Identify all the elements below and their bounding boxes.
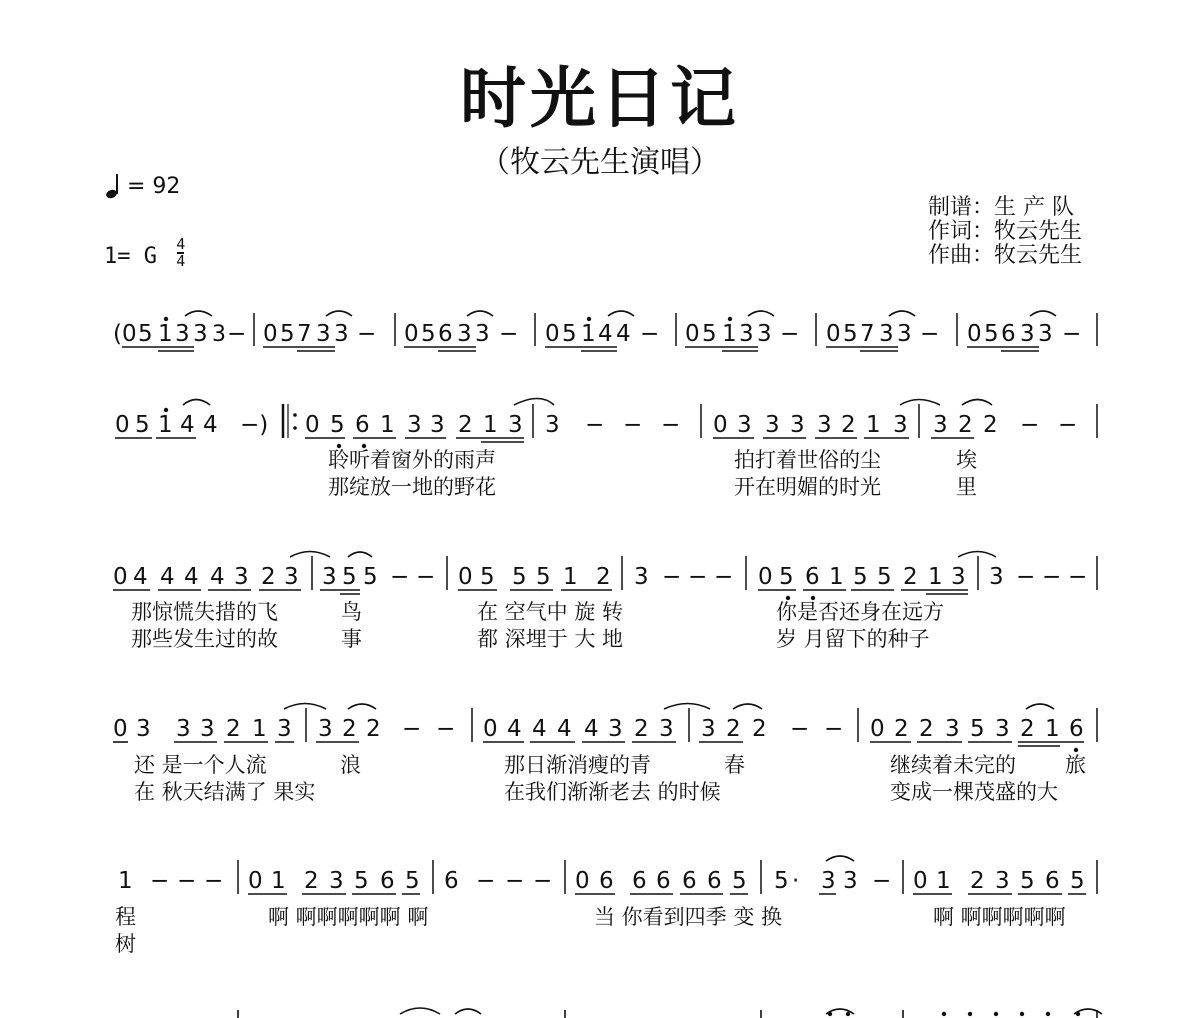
song-title: 时光日记 <box>460 60 740 137</box>
svg-text:3: 3 <box>234 564 249 590</box>
svg-text:1: 1 <box>722 321 737 347</box>
svg-text:1: 1 <box>118 868 133 894</box>
svg-text:−: − <box>476 868 496 894</box>
svg-text:6: 6 <box>805 564 820 590</box>
svg-text:4: 4 <box>210 564 225 590</box>
svg-text:6: 6 <box>682 868 697 894</box>
svg-text:5: 5 <box>354 868 369 894</box>
svg-text:2: 2 <box>366 716 381 742</box>
svg-text:5: 5 <box>1020 868 1035 894</box>
svg-text:3: 3 <box>765 412 780 438</box>
svg-text:聆听着窗外的雨声: 聆听着窗外的雨声 <box>328 448 496 472</box>
svg-text:0: 0 <box>113 564 128 590</box>
svg-text:5: 5 <box>536 564 551 590</box>
svg-text:3: 3 <box>634 564 649 590</box>
svg-text:6: 6 <box>438 321 453 347</box>
svg-text:1: 1 <box>936 868 951 894</box>
svg-text:2: 2 <box>726 716 741 742</box>
svg-text:1: 1 <box>1045 716 1060 742</box>
svg-text:1: 1 <box>271 868 286 894</box>
svg-text:鸟: 鸟 <box>341 600 362 624</box>
svg-text:3: 3 <box>843 868 858 894</box>
svg-text:浪: 浪 <box>340 753 361 777</box>
svg-text:5: 5 <box>562 321 577 347</box>
system-6-partial <box>238 1008 1102 1018</box>
svg-text:1: 1 <box>581 321 596 347</box>
svg-text:6: 6 <box>444 868 459 894</box>
svg-text:3: 3 <box>1038 321 1053 347</box>
svg-text:5: 5 <box>1070 868 1085 894</box>
svg-text:5: 5 <box>363 564 378 590</box>
svg-text:−: − <box>640 321 660 347</box>
svg-text:2: 2 <box>958 412 973 438</box>
svg-text:3: 3 <box>407 412 422 438</box>
svg-text:当 你看到四季 变 换: 当 你看到四季 变 换 <box>594 905 783 929</box>
svg-text:2: 2 <box>752 716 767 742</box>
svg-text:−: − <box>824 716 844 742</box>
svg-text:−: − <box>177 868 197 894</box>
svg-text:−: − <box>227 321 247 347</box>
svg-text:埃: 埃 <box>956 448 977 472</box>
svg-text:2: 2 <box>634 716 649 742</box>
svg-text:2: 2 <box>894 716 909 742</box>
svg-text:2: 2 <box>919 716 934 742</box>
svg-text:5: 5 <box>138 321 153 347</box>
svg-text:3: 3 <box>995 716 1010 742</box>
svg-text:6: 6 <box>599 868 614 894</box>
svg-text:5: 5 <box>512 564 527 590</box>
system-2 <box>115 404 1097 448</box>
svg-text:1: 1 <box>563 564 578 590</box>
credit-arranger: 制谱：生 产 队 <box>928 195 1074 220</box>
svg-text:2: 2 <box>261 564 276 590</box>
svg-text:4: 4 <box>203 412 218 438</box>
svg-text:−: − <box>499 321 519 347</box>
svg-text:3: 3 <box>933 412 948 438</box>
svg-text:3: 3 <box>316 321 331 347</box>
system-5-lyrics <box>115 905 1066 956</box>
svg-text:0: 0 <box>826 321 841 347</box>
svg-text:5: 5 <box>779 564 794 590</box>
svg-text:2: 2 <box>342 716 357 742</box>
svg-text:−: − <box>1020 412 1040 438</box>
svg-text:6: 6 <box>355 412 370 438</box>
svg-text:0: 0 <box>404 321 419 347</box>
svg-text:6: 6 <box>1045 868 1060 894</box>
svg-text:3: 3 <box>790 412 805 438</box>
svg-text:5: 5 <box>405 868 420 894</box>
system-6-dots <box>828 1012 1080 1016</box>
svg-text:4: 4 <box>507 716 522 742</box>
svg-text:−: − <box>533 868 553 894</box>
svg-text:3: 3 <box>457 321 472 347</box>
svg-text:7: 7 <box>297 321 312 347</box>
svg-text:3: 3 <box>277 716 292 742</box>
svg-text:−: − <box>505 868 525 894</box>
svg-text:5: 5 <box>853 564 868 590</box>
svg-text:1: 1 <box>928 564 943 590</box>
svg-text:−: − <box>1016 564 1036 590</box>
svg-text:3: 3 <box>508 412 523 438</box>
svg-text:在 秋天结满了 果实: 在 秋天结满了 果实 <box>134 780 316 804</box>
time-signature-beats: 4 <box>176 235 186 253</box>
system-5 <box>118 860 1097 894</box>
svg-text:3: 3 <box>175 321 190 347</box>
svg-text:6: 6 <box>1069 716 1084 742</box>
svg-text:5: 5 <box>702 321 717 347</box>
svg-text:4: 4 <box>180 412 195 438</box>
time-signature-unit: 4 <box>176 252 186 270</box>
svg-text:−: − <box>688 564 708 590</box>
svg-text:0: 0 <box>967 321 982 347</box>
svg-text:你是否还身在远方: 你是否还身在远方 <box>776 600 944 624</box>
svg-text:0: 0 <box>575 868 590 894</box>
svg-text:5: 5 <box>877 564 892 590</box>
svg-text:6: 6 <box>632 868 647 894</box>
svg-text:旅: 旅 <box>1065 753 1086 777</box>
svg-text:3: 3 <box>545 412 560 438</box>
svg-text:那惊慌失措的飞: 那惊慌失措的飞 <box>131 600 278 624</box>
svg-text:4: 4 <box>616 321 631 347</box>
svg-text:都 深埋于 大 地: 都 深埋于 大 地 <box>477 627 624 651</box>
svg-text:4: 4 <box>133 564 148 590</box>
svg-text:5: 5 <box>342 564 357 590</box>
svg-text:事: 事 <box>341 627 362 651</box>
svg-text:4: 4 <box>584 716 599 742</box>
svg-text:3: 3 <box>136 716 151 742</box>
svg-text:−: − <box>780 321 800 347</box>
svg-text:−: − <box>1068 564 1088 590</box>
system-4-lyrics <box>134 753 1086 804</box>
svg-text:1: 1 <box>483 412 498 438</box>
credit-lyricist: 作词：牧云先生 <box>928 219 1083 244</box>
svg-text:6: 6 <box>1001 321 1016 347</box>
credit-composer: 作曲：牧云先生 <box>928 243 1083 268</box>
svg-text:−: − <box>920 321 940 347</box>
svg-text:5: 5 <box>330 412 345 438</box>
svg-text:4: 4 <box>184 564 199 590</box>
svg-text:3: 3 <box>608 716 623 742</box>
svg-text:3: 3 <box>757 321 772 347</box>
svg-text:3: 3 <box>176 716 191 742</box>
svg-text:2: 2 <box>983 412 998 438</box>
measure <box>122 321 246 347</box>
svg-text:−: − <box>1042 564 1062 590</box>
open-paren: ( <box>113 321 122 347</box>
svg-text:·: · <box>792 868 800 894</box>
svg-text:3: 3 <box>897 321 912 347</box>
svg-text:3: 3 <box>318 716 333 742</box>
svg-text:−: − <box>416 564 436 590</box>
svg-text:2: 2 <box>596 564 611 590</box>
svg-text:−: − <box>623 412 643 438</box>
svg-text:5: 5 <box>732 868 747 894</box>
svg-text:开在明媚的时光: 开在明媚的时光 <box>734 475 881 499</box>
svg-text:4: 4 <box>160 564 175 590</box>
system-3-lyrics <box>131 600 944 651</box>
svg-text:6: 6 <box>656 868 671 894</box>
svg-text:0: 0 <box>713 412 728 438</box>
svg-text:5: 5 <box>774 868 789 894</box>
svg-text:3: 3 <box>1020 321 1035 347</box>
svg-text:3: 3 <box>737 412 752 438</box>
svg-text:−: − <box>357 321 377 347</box>
svg-text:2: 2 <box>304 868 319 894</box>
svg-text:1: 1 <box>158 321 173 347</box>
svg-text:−: − <box>790 716 810 742</box>
svg-text:0: 0 <box>248 868 263 894</box>
svg-text:1: 1 <box>158 412 173 438</box>
svg-text:−: − <box>402 716 422 742</box>
svg-text:0: 0 <box>483 716 498 742</box>
svg-text:3: 3 <box>329 868 344 894</box>
svg-text:0: 0 <box>122 321 137 347</box>
svg-text:−: − <box>872 868 892 894</box>
svg-text:3: 3 <box>322 564 337 590</box>
svg-text:5: 5 <box>480 564 495 590</box>
svg-text:5: 5 <box>421 321 436 347</box>
svg-text:3: 3 <box>284 564 299 590</box>
svg-text:3: 3 <box>989 564 1004 590</box>
svg-text:里: 里 <box>956 475 977 499</box>
svg-text:2: 2 <box>970 868 985 894</box>
svg-text:1: 1 <box>252 716 267 742</box>
svg-text:在 空气中 旋 转: 在 空气中 旋 转 <box>477 600 624 624</box>
svg-text:−: − <box>662 564 682 590</box>
svg-text:−: − <box>436 716 456 742</box>
svg-text:0: 0 <box>870 716 885 742</box>
svg-text:3: 3 <box>659 716 674 742</box>
svg-text:在我们渐渐老去 的时候: 在我们渐渐老去 的时候 <box>504 780 721 804</box>
svg-text:6: 6 <box>380 868 395 894</box>
svg-text:变成一棵茂盛的大: 变成一棵茂盛的大 <box>890 780 1058 804</box>
svg-text:3: 3 <box>817 412 832 438</box>
svg-text:−: − <box>204 868 224 894</box>
svg-text:7: 7 <box>860 321 875 347</box>
svg-text:4: 4 <box>557 716 572 742</box>
svg-text:3: 3 <box>893 412 908 438</box>
svg-text:3: 3 <box>212 322 226 347</box>
svg-text:0: 0 <box>263 321 278 347</box>
svg-text:那些发生过的故: 那些发生过的故 <box>131 627 278 651</box>
svg-text:−): −) <box>240 412 269 438</box>
svg-text:−: − <box>1062 321 1082 347</box>
svg-text:−: − <box>1058 412 1078 438</box>
svg-text:3: 3 <box>995 868 1010 894</box>
svg-text:3: 3 <box>701 716 716 742</box>
svg-text:3: 3 <box>821 868 836 894</box>
svg-text:5: 5 <box>280 321 295 347</box>
svg-text:3: 3 <box>945 716 960 742</box>
svg-text:3: 3 <box>739 321 754 347</box>
svg-text:5: 5 <box>135 412 150 438</box>
svg-text:那绽放一地的野花: 那绽放一地的野花 <box>328 475 496 499</box>
svg-text:1: 1 <box>866 412 881 438</box>
svg-text:0: 0 <box>115 412 130 438</box>
svg-text:3: 3 <box>879 321 894 347</box>
tempo-value: = 92 <box>127 174 181 199</box>
system-4 <box>113 708 1097 752</box>
svg-text:3: 3 <box>334 321 349 347</box>
svg-text:3: 3 <box>193 321 208 347</box>
svg-text:那日渐消瘦的青: 那日渐消瘦的青 <box>504 753 651 777</box>
svg-text:1: 1 <box>829 564 844 590</box>
svg-text:3: 3 <box>200 716 215 742</box>
svg-text:0: 0 <box>758 564 773 590</box>
svg-text:5: 5 <box>984 321 999 347</box>
svg-text:继续着未完的: 继续着未完的 <box>890 753 1016 777</box>
svg-text:5: 5 <box>970 716 985 742</box>
svg-text:岁 月留下的种子: 岁 月留下的种子 <box>776 627 930 651</box>
svg-text:啊 啊啊啊啊啊: 啊 啊啊啊啊啊 <box>933 905 1066 929</box>
svg-text:2: 2 <box>841 412 856 438</box>
svg-text:6: 6 <box>707 868 722 894</box>
svg-text:−: − <box>714 564 734 590</box>
svg-text:−: − <box>661 412 681 438</box>
svg-text:5: 5 <box>843 321 858 347</box>
system-1 <box>113 313 1097 347</box>
svg-text:0: 0 <box>913 868 928 894</box>
svg-text:3: 3 <box>430 412 445 438</box>
svg-text:拍打着世俗的尘: 拍打着世俗的尘 <box>734 448 881 472</box>
svg-text:1: 1 <box>380 412 395 438</box>
svg-text:0: 0 <box>545 321 560 347</box>
svg-text:0: 0 <box>305 412 320 438</box>
key-label: 1= G <box>104 244 157 269</box>
svg-text:4: 4 <box>532 716 547 742</box>
system-2-lyrics <box>328 448 978 499</box>
svg-text:3: 3 <box>951 564 966 590</box>
song-subtitle: （牧云先生演唱） <box>480 145 720 180</box>
svg-text:3: 3 <box>475 321 490 347</box>
svg-text:−: − <box>585 412 605 438</box>
svg-text:−: − <box>150 868 170 894</box>
svg-text:2: 2 <box>1020 716 1035 742</box>
svg-text:2: 2 <box>226 716 241 742</box>
svg-text:春: 春 <box>724 753 745 777</box>
svg-text:还 是一个人流: 还 是一个人流 <box>134 753 267 777</box>
svg-text:2: 2 <box>903 564 918 590</box>
svg-text:程: 程 <box>115 905 136 929</box>
svg-text:0: 0 <box>458 564 473 590</box>
svg-text:−: − <box>390 564 410 590</box>
svg-text:0: 0 <box>685 321 700 347</box>
svg-text:0: 0 <box>113 716 128 742</box>
svg-text:树: 树 <box>115 932 136 956</box>
svg-text:4: 4 <box>598 321 613 347</box>
svg-text:啊 啊啊啊啊啊 啊: 啊 啊啊啊啊啊 啊 <box>268 905 429 929</box>
svg-text:2: 2 <box>458 412 473 438</box>
